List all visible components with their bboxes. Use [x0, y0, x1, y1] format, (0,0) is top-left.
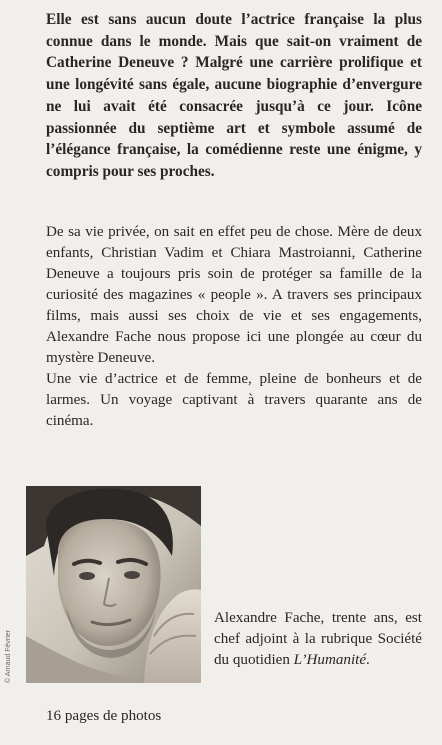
body-paragraph-summary: Une vie d’actrice et de femme, pleine de bonheurs et de larmes. Un voyage captivant à travers quarante ans de cinéma.: [46, 371, 422, 429]
photo-credit: © Arnaud Février: [5, 629, 12, 683]
photo-pages-note: 16 pages de photos: [46, 708, 162, 724]
author-photo: [26, 486, 201, 683]
intro-blurb: Elle est sans aucun doute l’actrice française la plus connue dans le monde. Mais que sait-on vraiment de Catherine Deneuve ? Malgré une carrière prolifique et une longévité sans égale, aucune biographie d’envergure ne lui avait été consacrée jusqu’à ce jour. Icône passionnée du septième art et symbole assumé de l’élégance française, la comédienne reste une énigme, y compris pour ses proches.: [46, 11, 422, 180]
author-portrait-icon: [26, 486, 201, 683]
body-paragraph-private-life: De sa vie privée, on sait en effet peu de chose. Mère de deux enfants, Christian Vadim et Chiara Mastroianni, Catherine Deneuve a toujours pris soin de protéger sa famille de la curiosité des magazines « people ». A travers ses principaux films, mais aussi ses choix de vie et ses engagements, Alexandre Fache nous propose ici une plongée au cœur du mystère Deneuve.: [46, 224, 422, 366]
author-bio-end: .: [366, 652, 370, 668]
author-bio: [214, 608, 422, 671]
author-bio-text: Alexandre Fache, trente ans, est chef adjoint à la rubrique Société du quotidien: [214, 610, 422, 668]
newspaper-name: L’Humanité: [293, 652, 367, 668]
